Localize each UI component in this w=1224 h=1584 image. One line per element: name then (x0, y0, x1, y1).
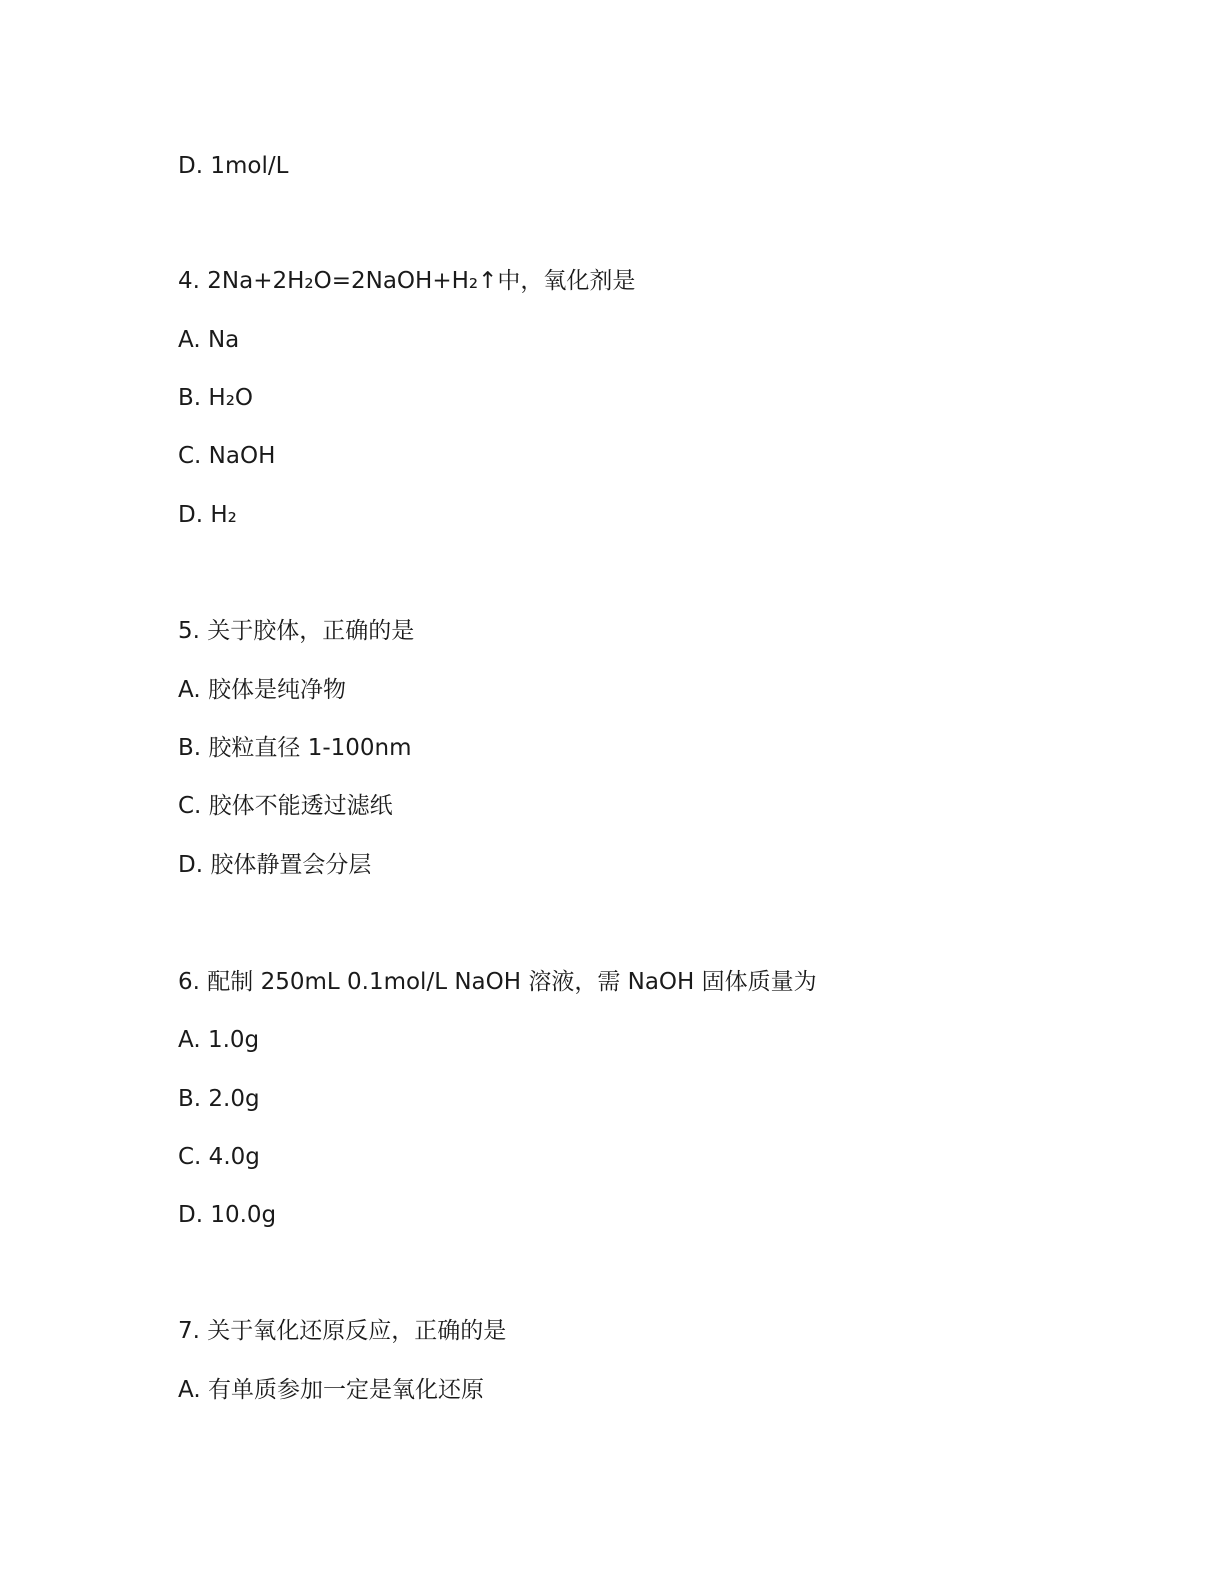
q5-stem: 5. 关于胶体，正确的是 (178, 618, 415, 644)
q6-option-d: D. 10.0g (178, 1202, 277, 1228)
q4-option-a: A. Na (178, 327, 240, 353)
q4-option-d: D. H₂ (178, 502, 237, 528)
q6-option-a: A. 1.0g (178, 1027, 260, 1053)
q6-stem: 6. 配制 250mL 0.1mol/L NaOH 溶液，需 NaOH 固体质量为 (178, 969, 817, 995)
q5-option-b: B. 胶粒直径 1-100nm (178, 735, 412, 761)
q6-option-c: C. 4.0g (178, 1144, 260, 1170)
q4-option-c: C. NaOH (178, 443, 276, 469)
q4-stem: 4. 2Na+2H₂O=2NaOH+H₂↑中，氧化剂是 (178, 268, 636, 294)
q6-option-b: B. 2.0g (178, 1086, 260, 1112)
q5-option-c: C. 胶体不能透过滤纸 (178, 793, 393, 819)
q3-option-d: D. 1mol/L (178, 153, 289, 179)
q5-option-a: A. 胶体是纯净物 (178, 677, 346, 703)
q5-option-d: D. 胶体静置会分层 (178, 852, 372, 878)
q4-option-b: B. H₂O (178, 385, 254, 411)
q7-stem: 7. 关于氧化还原反应，正确的是 (178, 1318, 507, 1344)
q7-option-a: A. 有单质参加一定是氧化还原 (178, 1377, 484, 1403)
